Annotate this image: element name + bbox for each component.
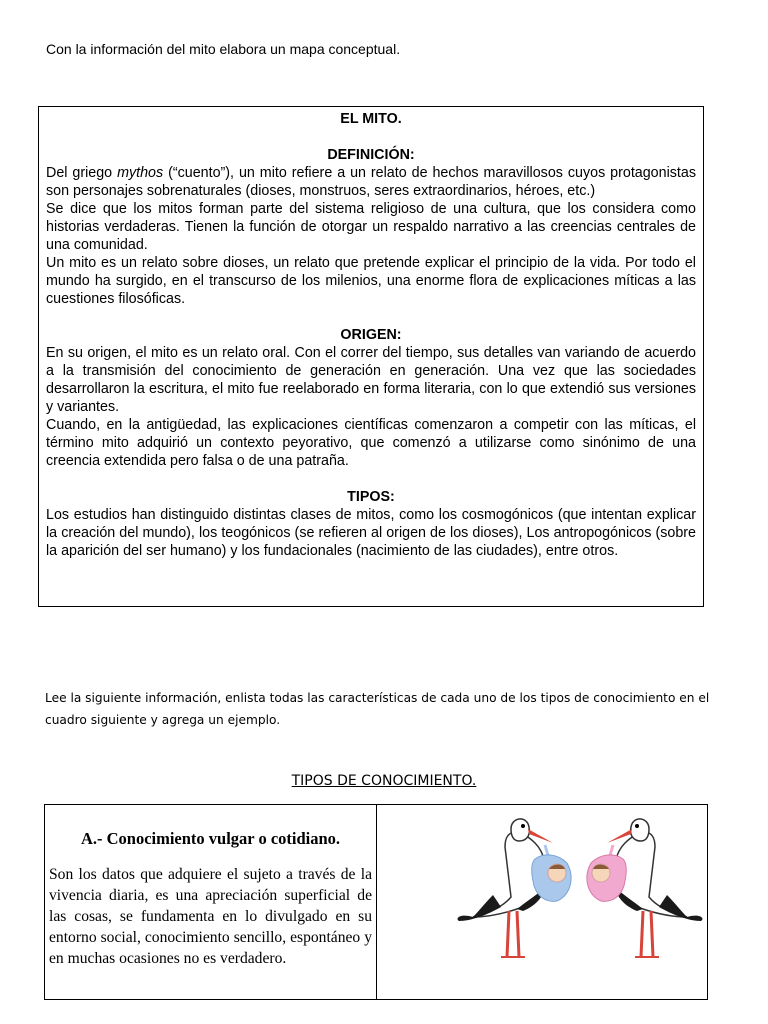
mito-info-box — [38, 106, 704, 607]
section-heading-origen: ORIGEN: — [340, 327, 402, 343]
illustration-cell — [377, 805, 708, 1000]
section-heading-definicion: DEFINICIÓN: — [327, 147, 415, 163]
tipos-conocimiento-title: TIPOS DE CONOCIMIENTO. — [291, 773, 477, 789]
section-heading-tipos: TIPOS: — [347, 489, 395, 505]
table-row — [45, 805, 708, 1000]
knowledge-type-description: Son los datos que adquiere el sujeto a través de la vivencia diaria, es una apreciación superficial de las cosas, se fundamenta en lo divulgado en su entorno social, conocimiento sencillo, espontáneo y en muchas ocasiones no es verdadero. — [49, 866, 372, 967]
knowledge-type-title: A.- Conocimiento vulgar o cotidiano. — [80, 829, 341, 848]
definicion-paragraph-3: Un mito es un relato sobre dioses, un relato que pretende explicar el principio de la vida. Por todo el mundo ha surgido, en el transcurso de los milenios, una enorme flora de explicaciones míticas a las cuestiones filosóficas. — [46, 255, 696, 307]
definicion-paragraph-1: Del griego mythos (“cuento”), un mito refiere a un relato de hechos maravillosos cuyos protagonistas son personajes sobrenaturales (dioses, monstruos, seres extraordinarios, héroes, etc.) — [46, 165, 696, 199]
storks-with-babies-illustration — [453, 807, 707, 959]
origen-paragraph-1: En su origen, el mito es un relato oral. Con el correr del tiempo, sus detalles van variando de acuerdo a la transmisión del conocimiento de generación en generación. Una vez que las sociedades desarrollaron la escritura, el mito fue reelaborado en forma literaria, con lo que extendió sus versiones y variantes. — [46, 345, 696, 415]
instruction-tipos-conocimiento: Lee la siguiente información, enlista todas las características de cada uno de los tipos de conocimiento en el cuadro siguiente y agrega un ejemplo. — [45, 691, 710, 727]
instruction-mapa-conceptual: Con la información del mito elabora un mapa conceptual. — [46, 41, 401, 57]
knowledge-description-cell — [45, 805, 377, 1000]
origen-paragraph-2: Cuando, en la antigüedad, las explicaciones científicas comenzaron a competir con las míticas, el término mito adquirió un contexto peyorativo, que comenzó a utilizarse como sinónimo de una creencia extendida pero falsa o de una patraña. — [46, 417, 696, 469]
tipos-paragraph-1: Los estudios han distinguido distintas clases de mitos, como los cosmogónicos (que intentan explicar la creación del mundo), los teogónicos (se refieren al origen de los dioses), Los antropogónicos (sobre la aparición del ser humano) y los fundacionales (nacimiento de las ciudades), entre otros. — [46, 507, 696, 559]
knowledge-types-table — [44, 804, 708, 1000]
definicion-paragraph-2: Se dice que los mitos forman parte del sistema religioso de una cultura, que los considera como historias verdaderas. Tienen la función de otorgar un respaldo narrativo a las creencias centrales de una comunidad. — [46, 201, 696, 253]
mito-title: EL MITO. — [340, 111, 402, 127]
